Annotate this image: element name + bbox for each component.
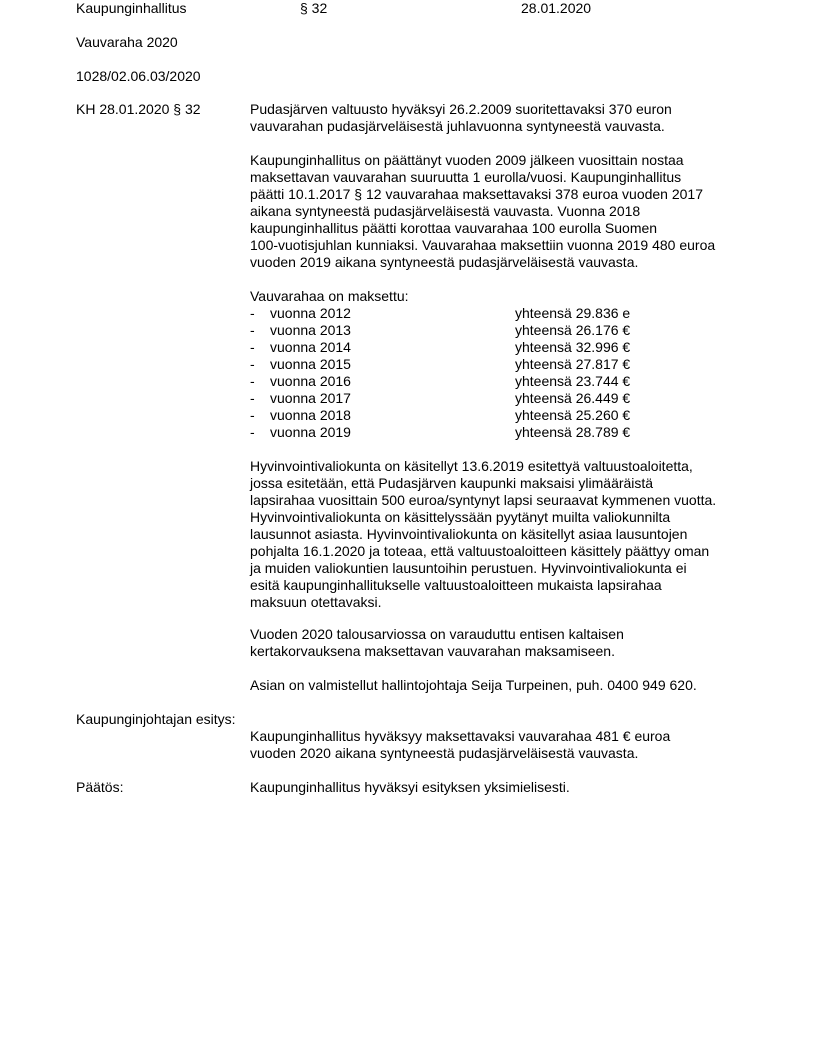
list-item: [250, 407, 670, 424]
paragraph-line: lausunnot asiasta. Hyvinvointivaliokunta on käsitellyt asiaa lausuntojen: [250, 526, 688, 542]
paragraph-3: [250, 458, 770, 611]
paragraph-line: maksuun otettavaksi.: [250, 594, 382, 610]
header-date: 28.01.2020: [521, 0, 592, 16]
paragraph-line: jossa esitetään, että Pudasjärven kaupunki maksaisi ylimääräistä: [250, 475, 654, 491]
payment-year: vuonna 2013: [270, 322, 351, 338]
paragraph-line: pohjalta 16.1.2020 ja toteaa, että valtuustoaloitteen käsittely päättyy oman: [250, 543, 710, 559]
paragraph-line: vuoden 2019 aikana syntyneestä pudasjärveläisestä vauvasta.: [250, 254, 639, 270]
payment-year: vuonna 2018: [270, 407, 351, 423]
paragraph-4: [250, 626, 770, 660]
decision-label: Päätös:: [76, 779, 124, 795]
list-item: [250, 339, 670, 356]
paragraph-line: Hyvinvointivaliokunta on käsittelyssään pyytänyt muilta valiokunnilta: [250, 509, 671, 525]
list-item: [250, 305, 670, 322]
paragraph-5: [250, 677, 770, 694]
paragraph-1: [250, 101, 770, 135]
paragraph-line: vuoden 2020 aikana syntyneestä pudasjärveläisestä vauvasta.: [250, 745, 639, 761]
list-item: [250, 356, 670, 373]
payment-year: vuonna 2015: [270, 356, 351, 372]
paragraph-line: Vuoden 2020 talousarviossa on varauduttu entisen kaltaisen: [250, 626, 624, 642]
payment-amount: yhteensä 25.260 €: [515, 407, 631, 423]
paragraph-line: vauvarahan pudasjärveläisestä juhlavuonna syntyneestä vauvasta.: [250, 118, 665, 134]
paragraph-line: esitä kaupunginhallitukselle valtuustoaloitteen mukaista lapsirahaa: [250, 577, 662, 593]
payment-amount: yhteensä 23.744 €: [515, 373, 631, 389]
list-bullet: -: [250, 424, 255, 440]
paragraph-2: [250, 152, 770, 271]
paragraph-line: maksettavan vauvarahan suuruutta 1 eurolla/vuosi. Kaupunginhallitus: [250, 169, 682, 185]
paragraph-line: kaupunginhallitus päätti korottaa vauvarahaa 100 eurolla Suomen: [250, 220, 658, 236]
list-bullet: -: [250, 373, 255, 389]
payment-amount: yhteensä 32.996 €: [515, 339, 631, 355]
payment-year: vuonna 2012: [270, 305, 351, 321]
list-item: [250, 322, 670, 339]
paragraph-line: ja muiden valiokuntien lausuntoihin perustuen. Hyvinvointivaliokunta ei: [250, 560, 687, 576]
payment-year: vuonna 2019: [270, 424, 351, 440]
list-bullet: -: [250, 322, 255, 338]
paragraph-line: lapsirahaa vuosittain 500 euroa/syntynyt lapsi seuraavat kymmenen vuotta.: [250, 492, 717, 508]
paragraph-line: kertakorvauksena maksettavan vauvarahan maksamiseen.: [250, 643, 615, 659]
list-item: [250, 373, 670, 390]
proposal-text: [250, 728, 770, 762]
payment-amount: yhteensä 28.789 €: [515, 424, 631, 440]
payments-list: [250, 305, 670, 441]
paragraph-line: Kaupunginhallitus on päättänyt vuoden 2009 jälkeen vuosittain nostaa: [250, 152, 684, 168]
payment-year: vuonna 2014: [270, 339, 351, 355]
header-section: § 32: [300, 0, 328, 16]
document-title: Vauvaraha 2020: [76, 34, 178, 50]
header-organ: Kaupunginhallitus: [76, 0, 187, 16]
list-item: [250, 390, 670, 407]
payment-year: vuonna 2017: [270, 390, 351, 406]
paragraph-line: päätti 10.1.2017 § 12 vauvarahaa maksettavaksi 378 euroa vuoden 2017: [250, 186, 703, 202]
list-bullet: -: [250, 407, 255, 423]
payments-heading: Vauvarahaa on maksettu:: [250, 288, 409, 304]
payment-amount: yhteensä 29.836 e: [515, 305, 631, 321]
decision-text: Kaupunginhallitus hyväksyi esityksen yksimielisesti.: [250, 779, 570, 795]
payment-amount: yhteensä 26.176 €: [515, 322, 631, 338]
payment-year: vuonna 2016: [270, 373, 351, 389]
paragraph-line: aikana syntyneestä pudasjärveläisestä vauvasta. Vuonna 2018: [250, 203, 641, 219]
paragraph-line: Asian on valmistellut hallintojohtaja Seija Turpeinen, puh. 0400 949 620.: [250, 677, 697, 693]
paragraph-line: Kaupunginhallitus hyväksyy maksettavaksi vauvarahaa 481 € euroa: [250, 728, 671, 744]
proposal-label: Kaupunginjohtajan esitys:: [76, 711, 236, 727]
paragraph-line: Pudasjärven valtuusto hyväksyi 26.2.2009 suoritettavaksi 370 euron: [250, 101, 672, 117]
paragraph-line: Hyvinvointivaliokunta on käsitellyt 13.6.2019 esitettyä valtuustoaloitetta,: [250, 458, 693, 474]
list-bullet: -: [250, 305, 255, 321]
paragraph-line: 100-vuotisjuhlan kunniaksi. Vauvarahaa maksettiin vuonna 2019 480 euroa: [250, 237, 716, 253]
list-bullet: -: [250, 390, 255, 406]
payment-amount: yhteensä 26.449 €: [515, 390, 631, 406]
list-item: [250, 424, 670, 441]
record-number: 1028/02.06.03/2020: [76, 68, 201, 84]
list-bullet: -: [250, 339, 255, 355]
list-bullet: -: [250, 356, 255, 372]
meeting-reference: KH 28.01.2020 § 32: [76, 101, 201, 117]
payment-amount: yhteensä 27.817 €: [515, 356, 631, 372]
